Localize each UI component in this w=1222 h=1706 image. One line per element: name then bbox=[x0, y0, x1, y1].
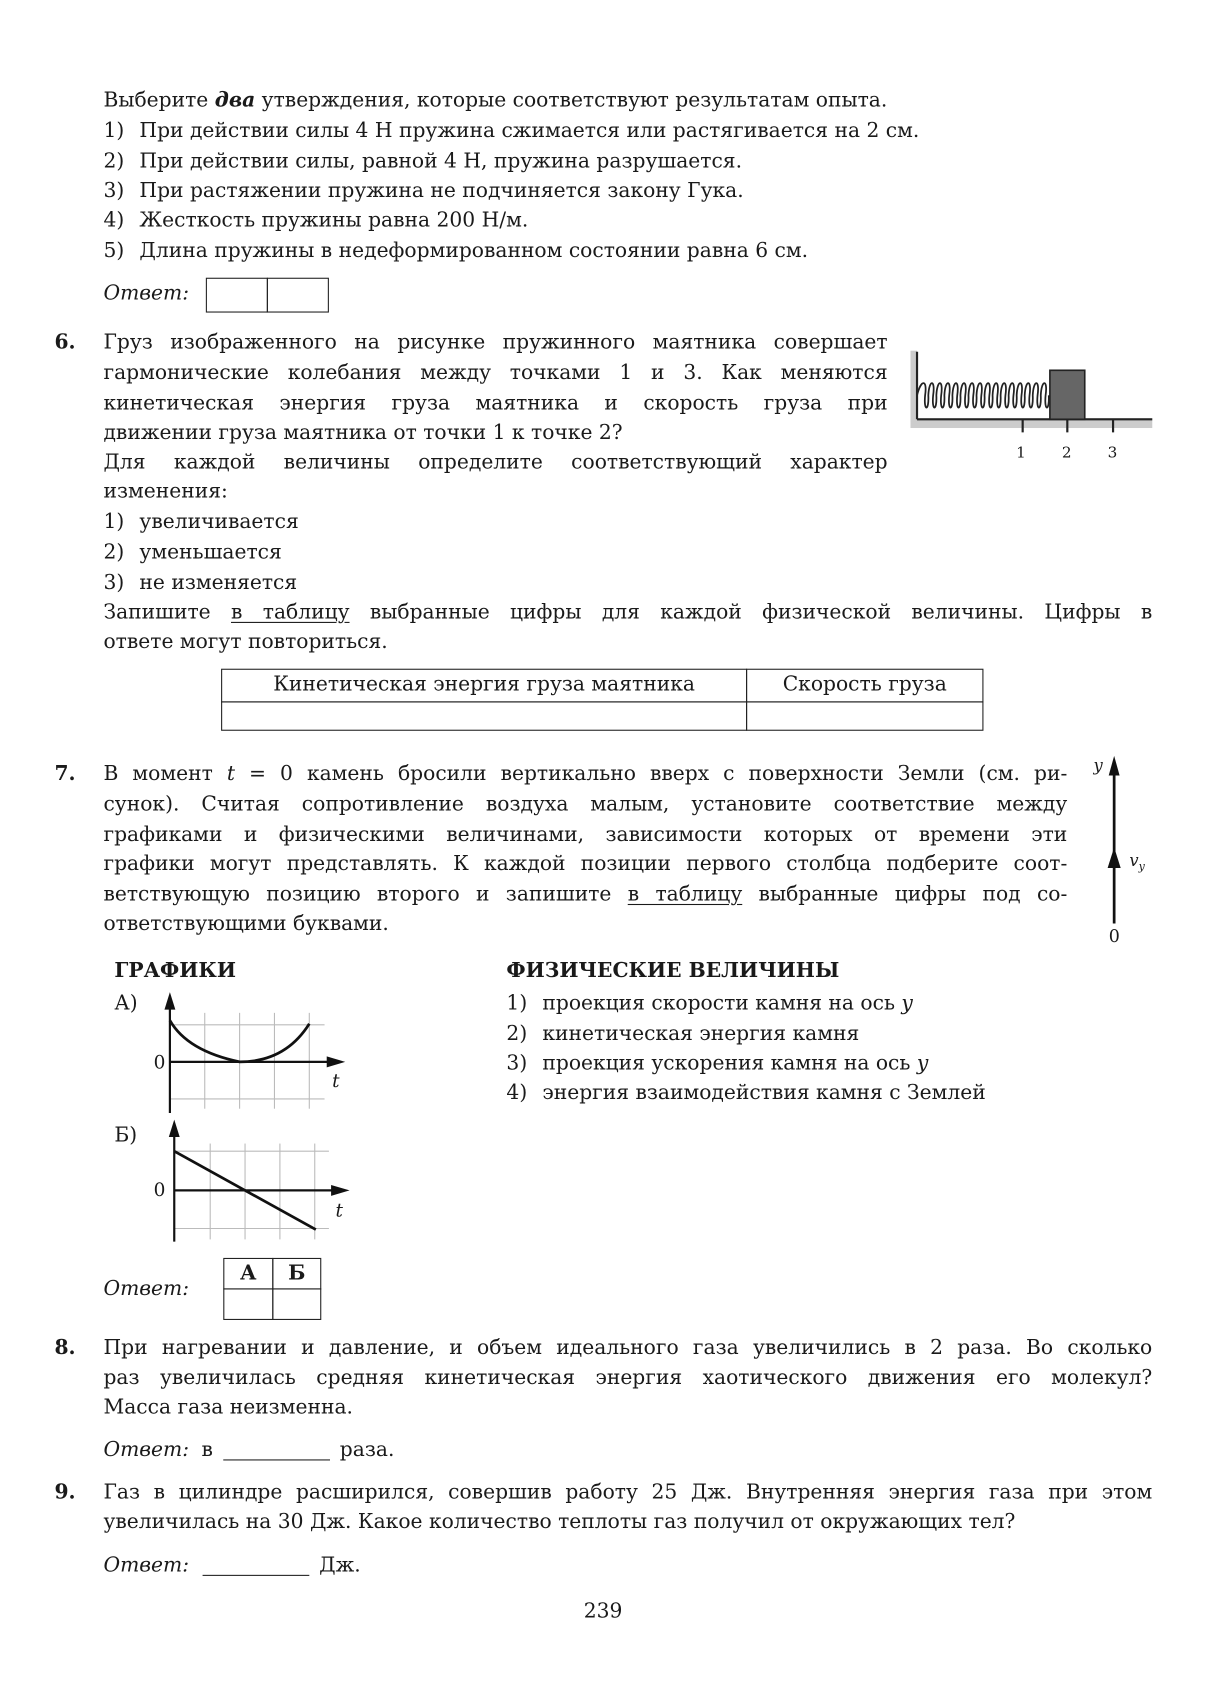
quantity-2-number: 2) bbox=[506, 1022, 528, 1046]
graph-b-t-label: t bbox=[335, 1200, 343, 1222]
page-number: 239 bbox=[583, 1599, 623, 1623]
q5-answer-label: Ответ: bbox=[103, 282, 190, 305]
q9-answer-unit: Дж. bbox=[319, 1554, 361, 1578]
q6-text-line: кинетическая энергия груза маятника и скорость груза при bbox=[103, 392, 888, 415]
graph-a-t-label: t bbox=[332, 1070, 340, 1093]
q8-answer-label: Ответ: bbox=[103, 1438, 190, 1462]
q6-option-3: не изменяется bbox=[139, 571, 298, 595]
quantity-3-number: 3) bbox=[506, 1052, 528, 1075]
q5-option-2: При действии силы, равной 4 Н, пружина разрушается. bbox=[139, 150, 743, 174]
graph-b-label: Б) bbox=[114, 1123, 138, 1147]
q9-answer-blank[interactable] bbox=[203, 1575, 310, 1576]
graph-a-y-arrow-icon bbox=[164, 992, 175, 1009]
quantity-4: энергия взаимодействия камня с Землей bbox=[542, 1081, 986, 1105]
q7-text-line: графиками и физическими величинами, зависимости которых от времени эти bbox=[103, 823, 1068, 847]
point-label-3: 3 bbox=[1107, 444, 1118, 462]
q6-number: 6. bbox=[54, 331, 76, 354]
q7-time-variable: t bbox=[226, 762, 235, 786]
origin-label: 0 bbox=[1108, 925, 1120, 947]
q7-number: 7. bbox=[54, 762, 76, 786]
q6-option-2: уменьшается bbox=[139, 541, 282, 565]
q6-text-line: Груз изображенного на рисунке пружинного маятника совершает bbox=[103, 331, 888, 354]
q7-table-reference: в таблицу bbox=[627, 883, 743, 907]
graph-b-x-arrow-icon bbox=[331, 1185, 350, 1196]
q6-option-3-number: 3) bbox=[103, 571, 125, 595]
q9-text-line: увеличилась на 30 Дж. Какое количество теплоты газ получил от окружающих тел? bbox=[103, 1510, 1016, 1534]
q7-text-line: графики могут представлять. К каждой позиции первого столбца подберите соот- bbox=[103, 852, 1068, 876]
q6-table-header-kinetic-energy: Кинетическая энергия груза маятника bbox=[221, 669, 747, 703]
q8-answer-unit: раза. bbox=[339, 1438, 395, 1462]
q7-text: В момент bbox=[103, 762, 227, 786]
q6-table-header-speed: Скорость груза bbox=[746, 669, 983, 703]
q9-answer-label: Ответ: bbox=[103, 1554, 190, 1578]
q7-text-line: ответствующими буквами. bbox=[103, 912, 389, 936]
q5-option-5: Длина пружины в недеформированном состоянии равна 6 см. bbox=[139, 239, 809, 263]
q8-answer-blank[interactable] bbox=[223, 1459, 330, 1460]
q5-option-1-number: 1) bbox=[103, 119, 125, 143]
q7-text: выбранные цифры под со- bbox=[742, 883, 1068, 907]
q8-text-line: Масса газа неизменна. bbox=[103, 1396, 353, 1420]
q6-table-reference: в таблицу bbox=[231, 601, 350, 625]
quantity-axis-variable: y bbox=[916, 1052, 929, 1075]
q7-answer-cell-a[interactable] bbox=[223, 1288, 273, 1320]
q8-number: 8. bbox=[54, 1336, 76, 1360]
q5-option-3-number: 3) bbox=[103, 179, 125, 203]
quantities-heading: ФИЗИЧЕСКИЕ ВЕЛИЧИНЫ bbox=[506, 959, 840, 983]
quantity-text: проекция скорости камня на ось bbox=[542, 992, 902, 1016]
graph-a-label: А) bbox=[114, 992, 138, 1016]
q6-text-line: движении груза маятника от точки 1 к точке 2? bbox=[103, 421, 623, 445]
velocity-symbol: v bbox=[1129, 850, 1139, 871]
q7-answer-cell-b[interactable] bbox=[272, 1288, 321, 1320]
graph-b-y-arrow-icon bbox=[169, 1120, 180, 1137]
q6-instruction-text-end: выбранные цифры для каждой физической величины. Цифры в bbox=[349, 601, 1153, 625]
q5-option-3: При растяжении пружина не подчиняется закону Гука. bbox=[139, 179, 744, 203]
q7-answer-label: Ответ: bbox=[103, 1277, 190, 1301]
graph-a-zero: 0 bbox=[153, 1052, 166, 1074]
point-label-1: 1 bbox=[1016, 444, 1026, 462]
q7-answer-header-b: Б bbox=[272, 1258, 321, 1290]
q5-option-2-number: 2) bbox=[103, 150, 125, 174]
q6-option-2-number: 2) bbox=[103, 541, 125, 565]
q8-text-line: раз увеличилась средняя кинетическая энергия хаотического движения его молекул? bbox=[103, 1366, 1153, 1390]
velocity-subscript: y bbox=[1138, 861, 1145, 874]
quantity-axis-variable: y bbox=[901, 992, 913, 1016]
q7-answer-header-a: А bbox=[223, 1258, 273, 1290]
q8-answer-prefix: в bbox=[201, 1438, 213, 1462]
q6-instruction-line-2: ответе могут повториться. bbox=[103, 630, 388, 654]
graph-a-x-arrow-icon bbox=[327, 1056, 346, 1067]
q7-text: ветствующую позицию второго и запишите bbox=[103, 883, 628, 907]
q8-text-line: При нагревании и давление, и объем идеального газа увеличились в 2 раза. Во сколько bbox=[103, 1336, 1153, 1360]
q6-instruction-text: Запишите bbox=[103, 601, 232, 625]
q6-option-1: увеличивается bbox=[139, 510, 299, 534]
graphs-heading: ГРАФИКИ bbox=[114, 959, 236, 983]
q6-text-line: Для каждой величины определите соответствующий характер bbox=[103, 450, 888, 474]
quantity-2: кинетическая энергия камня bbox=[542, 1022, 860, 1046]
quantity-text: проекция ускорения камня на ось bbox=[542, 1052, 917, 1075]
graph-b-zero: 0 bbox=[153, 1179, 166, 1202]
point-label-2: 2 bbox=[1061, 444, 1072, 462]
q6-option-1-number: 1) bbox=[103, 510, 125, 534]
q5-intro-emphasis: два bbox=[214, 89, 256, 113]
q9-number: 9. bbox=[54, 1481, 76, 1505]
q5-intro-text: Выберите bbox=[103, 89, 215, 113]
q5-option-5-number: 5) bbox=[103, 239, 125, 263]
q6-text-line: гармонические колебания между точками 1 и 3. Как меняются bbox=[103, 361, 888, 385]
q9-text-line: Газ в цилиндре расширился, совершив работу 25 Дж. Внутренняя энергия газа при этом bbox=[103, 1481, 1153, 1505]
q5-option-4-number: 4) bbox=[103, 209, 125, 232]
quantity-1-number: 1) bbox=[506, 992, 528, 1016]
q5-intro-text-end: утверждения, которые соответствуют результатам опыта. bbox=[255, 89, 888, 113]
quantity-4-number: 4) bbox=[506, 1081, 528, 1105]
q7-text: = 0 камень бросили вертикально вверх с поверхности Земли (см. ри- bbox=[234, 762, 1068, 786]
y-axis-label: y bbox=[1093, 755, 1103, 776]
q6-text-line: изменения: bbox=[103, 480, 228, 504]
q7-text-line: сунок). Считая сопротивление воздуха малым, установите соответствие между bbox=[103, 792, 1068, 816]
q5-option-1: При действии силы 4 Н пружина сжимается или растягивается на 2 см. bbox=[139, 119, 920, 143]
q5-option-4: Жесткость пружины равна 200 Н/м. bbox=[139, 209, 529, 232]
